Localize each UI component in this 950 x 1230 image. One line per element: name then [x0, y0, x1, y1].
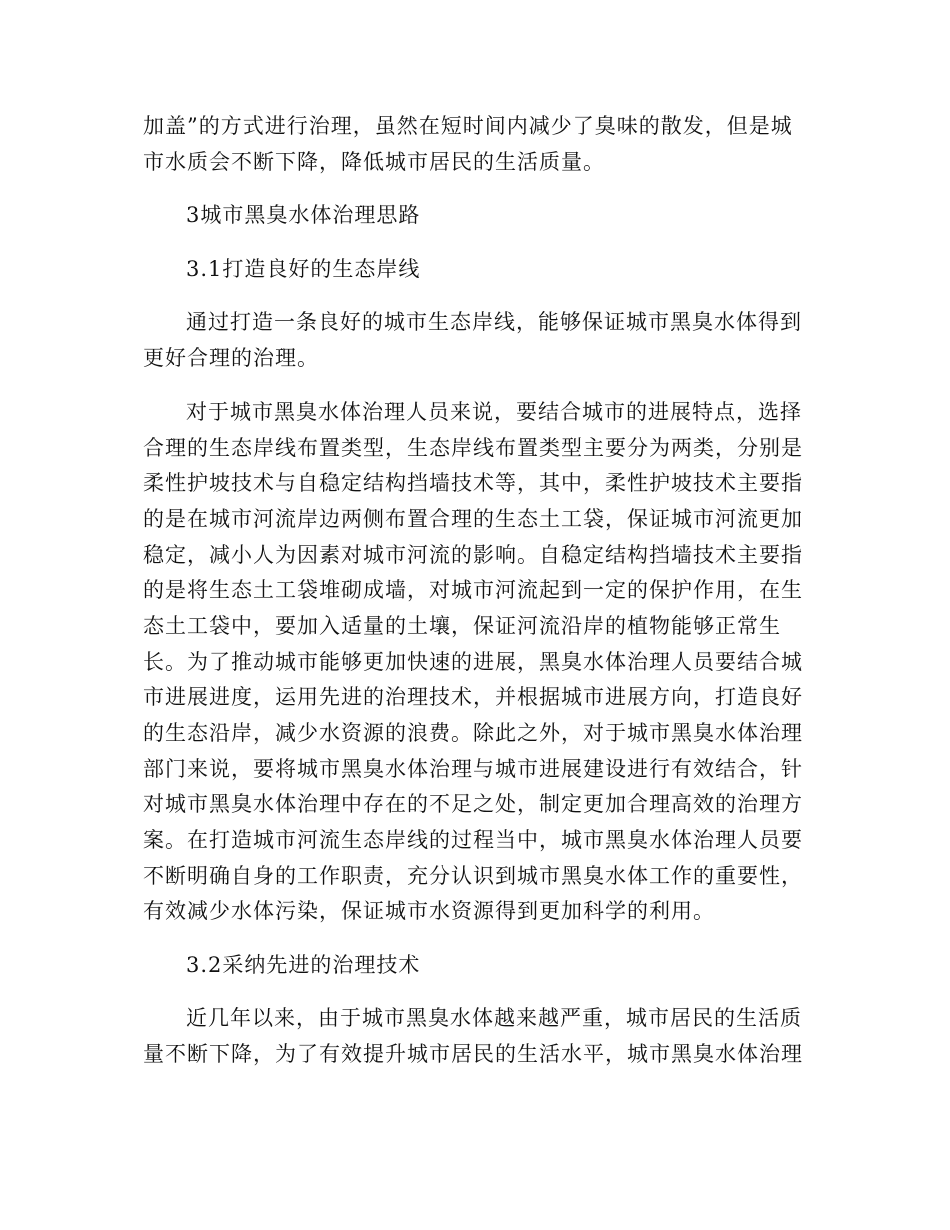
text-line: 柔性护坡技术与自稳定结构挡墙技术等，其中，柔性护坡技术主要指 [143, 471, 803, 495]
text-line: 部门来说，要将城市黑臭水体治理与城市进展建设进行有效结合，针 [143, 757, 803, 781]
text-line: 稳定，减小人为因素对城市河流的影响。自稳定结构挡墙技术主要指 [143, 543, 803, 567]
text-line: 不断明确自身的工作职责，充分认识到城市黑臭水体工作的重要性， [143, 864, 803, 888]
section-heading: 3城市黑臭水体治理思路 [186, 203, 421, 227]
text-line: 近几年以来，由于城市黑臭水体越来越严重，城市居民的生活质 [186, 1006, 802, 1030]
text-line: 量不断下降，为了有效提升城市居民的生活水平，城市黑臭水体治理 [143, 1042, 803, 1066]
text-line: 案。在打造城市河流生态岸线的过程当中，城市黑臭水体治理人员要 [143, 828, 803, 852]
text-line: 对于城市黑臭水体治理人员来说，要结合城市的进展特点，选择 [186, 400, 802, 424]
text-line: 的是在城市河流岸边两侧布置合理的生态土工袋，保证城市河流更加 [143, 507, 803, 531]
text-line: 加盖”的方式进行治理，虽然在短时间内减少了臭味的散发，但是城 [143, 114, 793, 138]
text-line: 态土工袋中，要加入适量的土壤，保证河流沿岸的植物能够正常生 [143, 614, 781, 638]
text-line: 对城市黑臭水体治理中存在的不足之处，制定更加合理高效的治理方 [143, 792, 803, 816]
text-line: 合理的生态岸线布置类型，生态岸线布置类型主要分为两类，分别是 [143, 436, 803, 460]
text-line: 更好合理的治理。 [143, 346, 319, 370]
text-line: 市水质会不断下降，降低城市居民的生活质量。 [143, 150, 605, 174]
subsection-heading: 3.2采纳先进的治理技术 [186, 953, 421, 977]
text-line: 通过打造一条良好的城市生态岸线，能够保证城市黑臭水体得到 [186, 310, 802, 334]
subsection-heading: 3.1打造良好的生态岸线 [186, 257, 421, 281]
text-line: 长。为了推动城市能够更加快速的进展，黑臭水体治理人员要结合城 [143, 650, 803, 674]
text-line: 的生态沿岸，减少水资源的浪费。除此之外，对于城市黑臭水体治理 [143, 721, 803, 745]
text-line: 的是将生态土工袋堆砌成墙，对城市河流起到一定的保护作用，在生 [143, 578, 803, 602]
text-line: 有效减少水体污染，保证城市水资源得到更加科学的利用。 [143, 899, 715, 923]
text-line: 市进展进度，运用先进的治理技术，并根据城市进展方向，打造良好 [143, 685, 803, 709]
